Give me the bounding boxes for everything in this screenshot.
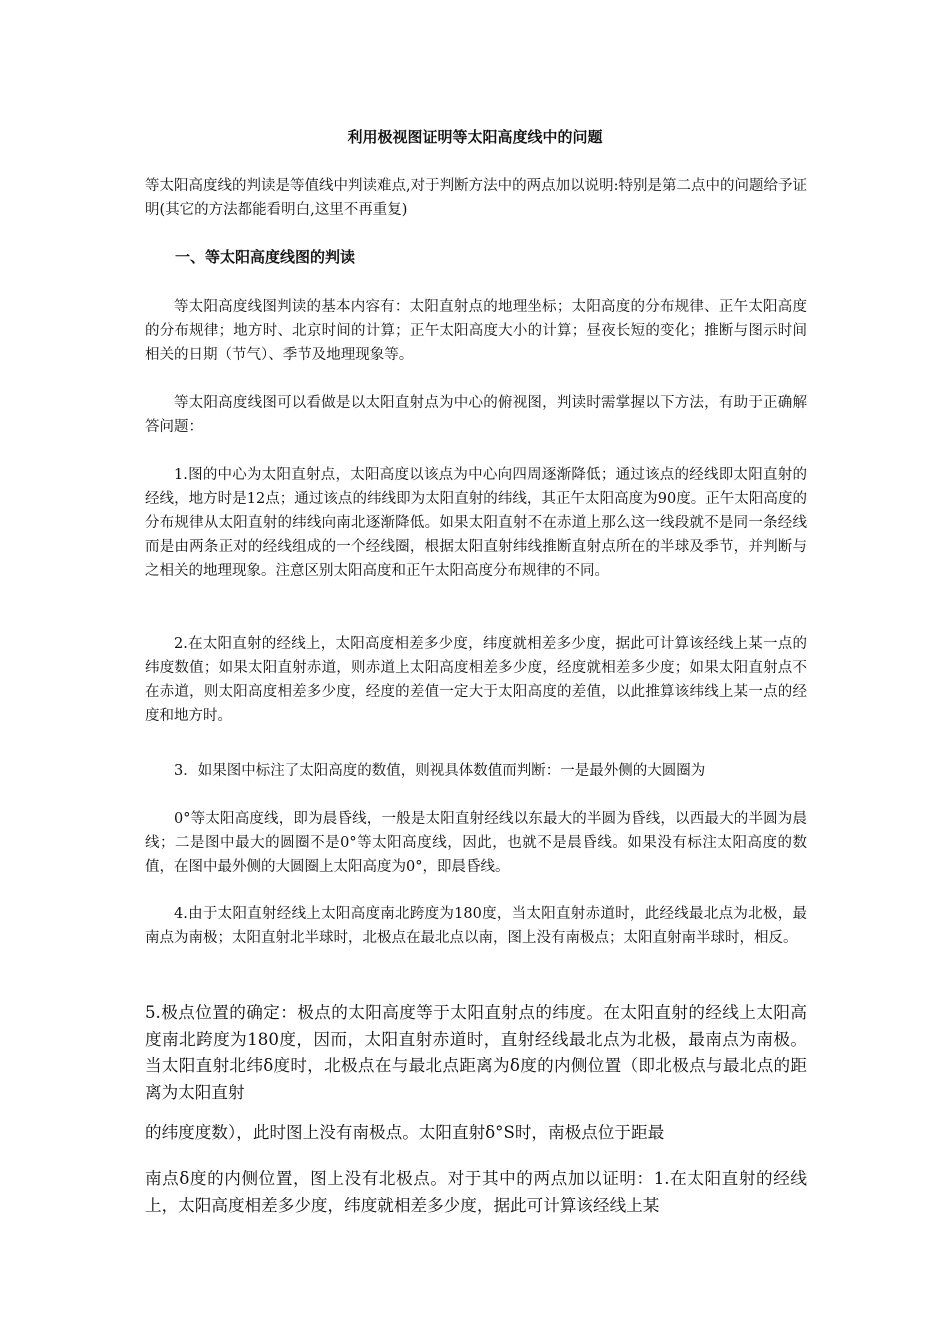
list-item-1: 1.图的中心为太阳直射点，太阳高度以该点为中心向四周逐渐降低；通过该点的经线即太阳直射的经线，地方时是12点；通过该点的纬线即为太阳直射的纬线，其正午太阳高度为90度。正午太阳高度的分布规律从太阳直射的纬线向南北逐渐降低。如果太阳直射不在赤道上那么这一线段就不是同一条经线而是由两条正对的经线组成的一个经线圈，根据太阳直射纬线推断直射点所在的半球及季节，并判断与之相关的地理现象。注意区别太阳高度和正午太阳高度分布规律的不同。: [145, 467, 807, 579]
paragraph-basic-content: 等太阳高度线图判读的基本内容有：太阳直射点的地理坐标；太阳高度的分布规律、正午太阳高度的分布规律；地方时、北京时间的计算；正午太阳高度大小的计算；昼夜长短的变化；推断与图示时间相关的日期（节气）、季节及地理现象等。: [145, 299, 807, 363]
intro-paragraph: 等太阳高度线的判读是等值线中判读难点,对于判断方法中的两点加以说明:特别是第二点中的问题给予证明(其它的方法都能看明白,这里不再重复): [145, 178, 807, 218]
list-item-5-continued: 的纬度度数），此时图上没有南极点。太阳直射δ°S时，南极点位于距最: [145, 1123, 665, 1142]
list-item-3-line: 3．如果图中标注了太阳高度的数值，则视具体数值而判断：一是最外侧的大圆圈为: [174, 763, 706, 779]
paragraph-view: 等太阳高度线图可以看做是以太阳直射点为中心的俯视图，判读时需掌握以下方法，有助于正确解答问题：: [145, 395, 807, 435]
section-heading: 一、等太阳高度线图的判读: [175, 248, 356, 266]
proof-paragraph: 南点δ度的内侧位置，图上没有北极点。对于其中的两点加以证明：1.在太阳直射的经线上，太阳高度相差多少度，纬度就相差多少度，据此可计算该经线上某: [145, 1169, 807, 1215]
list-item-5: 5.极点位置的确定：极点的太阳高度等于太阳直射点的纬度。在太阳直射的经线上太阳高度南北跨度为180度，因而，太阳直射赤道时，直射经线最北点为北极，最南点为南极。当太阳直射北纬δ度时，北极点在与最北点距离为δ度的内侧位置（即北极点与最北点的距离为太阳直射: [145, 1003, 807, 1102]
list-item-2: 2.在太阳直射的经线上，太阳高度相差多少度，纬度就相差多少度，据此可计算该经线上某一点的纬度数值；如果太阳直射赤道，则赤道上太阳高度相差多少度，经度就相差多少度；如果太阳直射点不在赤道，则太阳高度相差多少度，经度的差值一定大于太阳高度的差值，以此推算该纬线上某一点的经度和地方时。: [145, 636, 807, 724]
list-item-3-continued: 0°等太阳高度线，即为晨昏线，一般是太阳直射经线以东最大的半圆为昏线，以西最大的半圆为晨线；二是图中最大的圆圈不是0°等太阳高度线，因此，也就不是晨昏线。如果没有标注太阳高度的数值，在图中最外侧的大圆圈上太阳高度为0°，即晨昏线。: [145, 811, 807, 875]
page-title: 利用极视图证明等太阳高度线中的问题: [347, 128, 603, 146]
list-item-4: 4.由于太阳直射经线上太阳高度南北跨度为180度，当太阳直射赤道时，此经线最北点为北极，最南点为南极；太阳直射北半球时，北极点在最北点以南，图上没有南极点；太阳直射南半球时，相反。: [145, 906, 807, 946]
